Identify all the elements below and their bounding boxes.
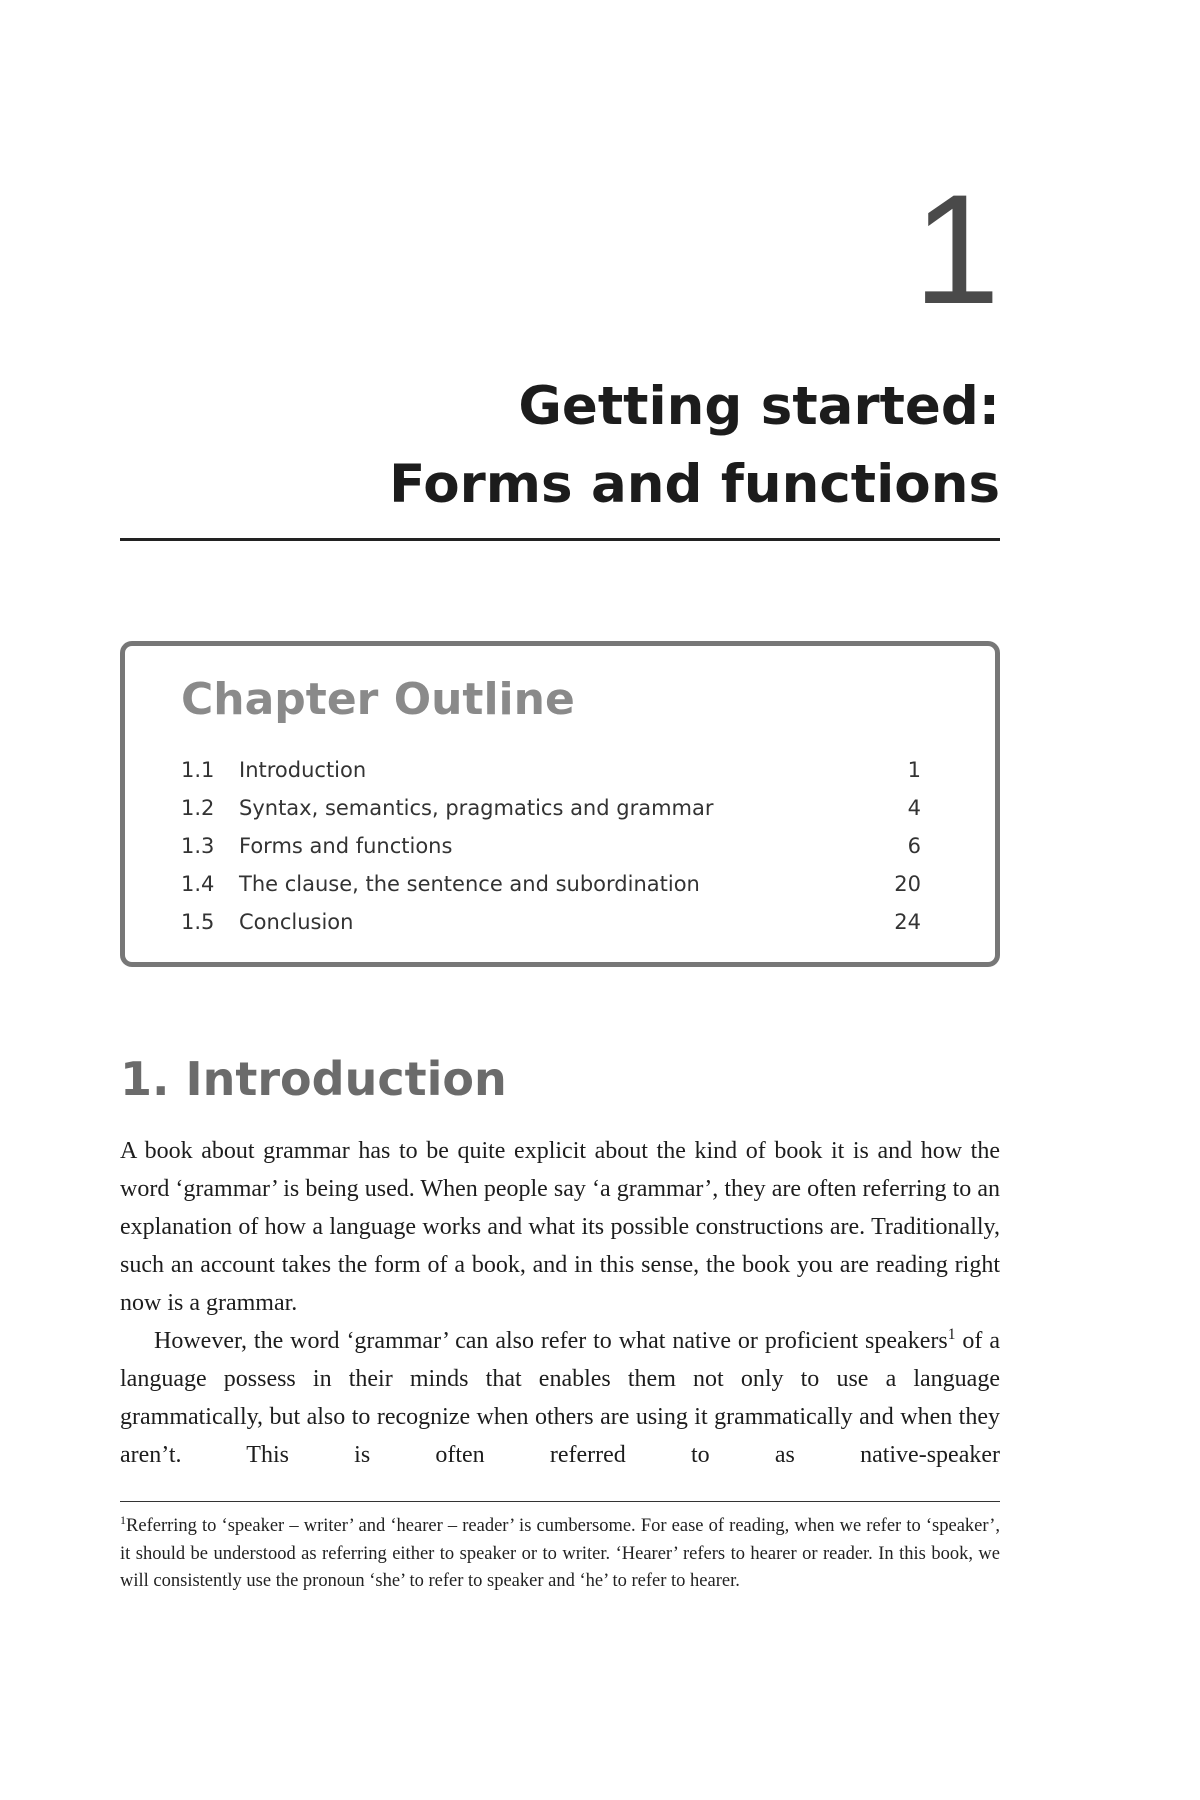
chapter-outline-heading: Chapter Outline: [181, 674, 575, 725]
outline-item-label: The clause, the sentence and subordination: [239, 872, 700, 896]
outline-item: [181, 827, 921, 865]
body-text: [120, 1132, 1000, 1474]
outline-item-label: Syntax, semantics, pragmatics and grammar: [239, 796, 714, 820]
title-divider: [120, 538, 1000, 541]
outline-item-label: Forms and functions: [239, 834, 453, 858]
footnote-reference: 1: [947, 1326, 956, 1343]
body-paragraph-2: [120, 1322, 1000, 1474]
chapter-title: [389, 368, 1000, 524]
outline-item-page: 6: [907, 834, 921, 858]
section-heading: 1. Introduction: [120, 1052, 507, 1106]
footnote-text: Referring to ‘speaker – writer’ and ‘hearer – reader’ is cumbersome. For ease of reading, when we refer to ‘speaker’, it should be understood as referring either to speaker or to writer. ‘Hearer’ refers to hearer or reader. In this book, we will consistently use the pronoun ‘she’ to refer to speaker and ‘he’ to refer to hearer.: [120, 1516, 1000, 1591]
outline-item-number: 1.3: [181, 834, 215, 858]
chapter-title-line1: Getting started:: [518, 376, 1000, 437]
chapter-title-line2: Forms and functions: [389, 454, 1000, 515]
outline-item-number: 1.2: [181, 796, 215, 820]
book-page: [120, 0, 1000, 1800]
outline-item-number: 1.1: [181, 758, 215, 782]
body-paragraph-1: A book about grammar has to be quite explicit about the kind of book it is and how the word ‘grammar’ is being used. When people say ‘a grammar’, they are often referring to an explanation of how a language works and what its possible constructions are. Traditionally, such an account takes the form of a book, and in this sense, the book you are reading right now is a grammar.: [120, 1138, 1000, 1316]
paragraph2-text-start: However, the word ‘grammar’ can also refer to what native or proficient speakers: [154, 1328, 948, 1354]
outline-item-page: 1: [907, 758, 921, 782]
outline-item-label: Conclusion: [239, 910, 354, 934]
outline-item-page: 24: [894, 910, 921, 934]
outline-item-page: 4: [907, 796, 921, 820]
footnote: [120, 1513, 1000, 1596]
paragraph2-text-end: of a language possess in their minds that enables them not only to use a language grammatically, but also to recognize when others are using it grammatically and when they aren’t. This is often referred to as native-speaker: [120, 1328, 1000, 1468]
outline-item-number: 1.4: [181, 872, 215, 896]
chapter-number: 1: [913, 163, 1000, 337]
outline-item-label: Introduction: [239, 758, 367, 782]
outline-item: [181, 865, 921, 903]
outline-item: [181, 789, 921, 827]
footnote-marker: 1: [120, 1512, 127, 1527]
chapter-outline-list: [181, 751, 921, 941]
outline-item-number: 1.5: [181, 910, 215, 934]
footnote-divider: [120, 1501, 1000, 1502]
outline-item: [181, 903, 921, 941]
outline-item: [181, 751, 921, 789]
chapter-outline-box: [120, 641, 1000, 967]
outline-item-page: 20: [894, 872, 921, 896]
